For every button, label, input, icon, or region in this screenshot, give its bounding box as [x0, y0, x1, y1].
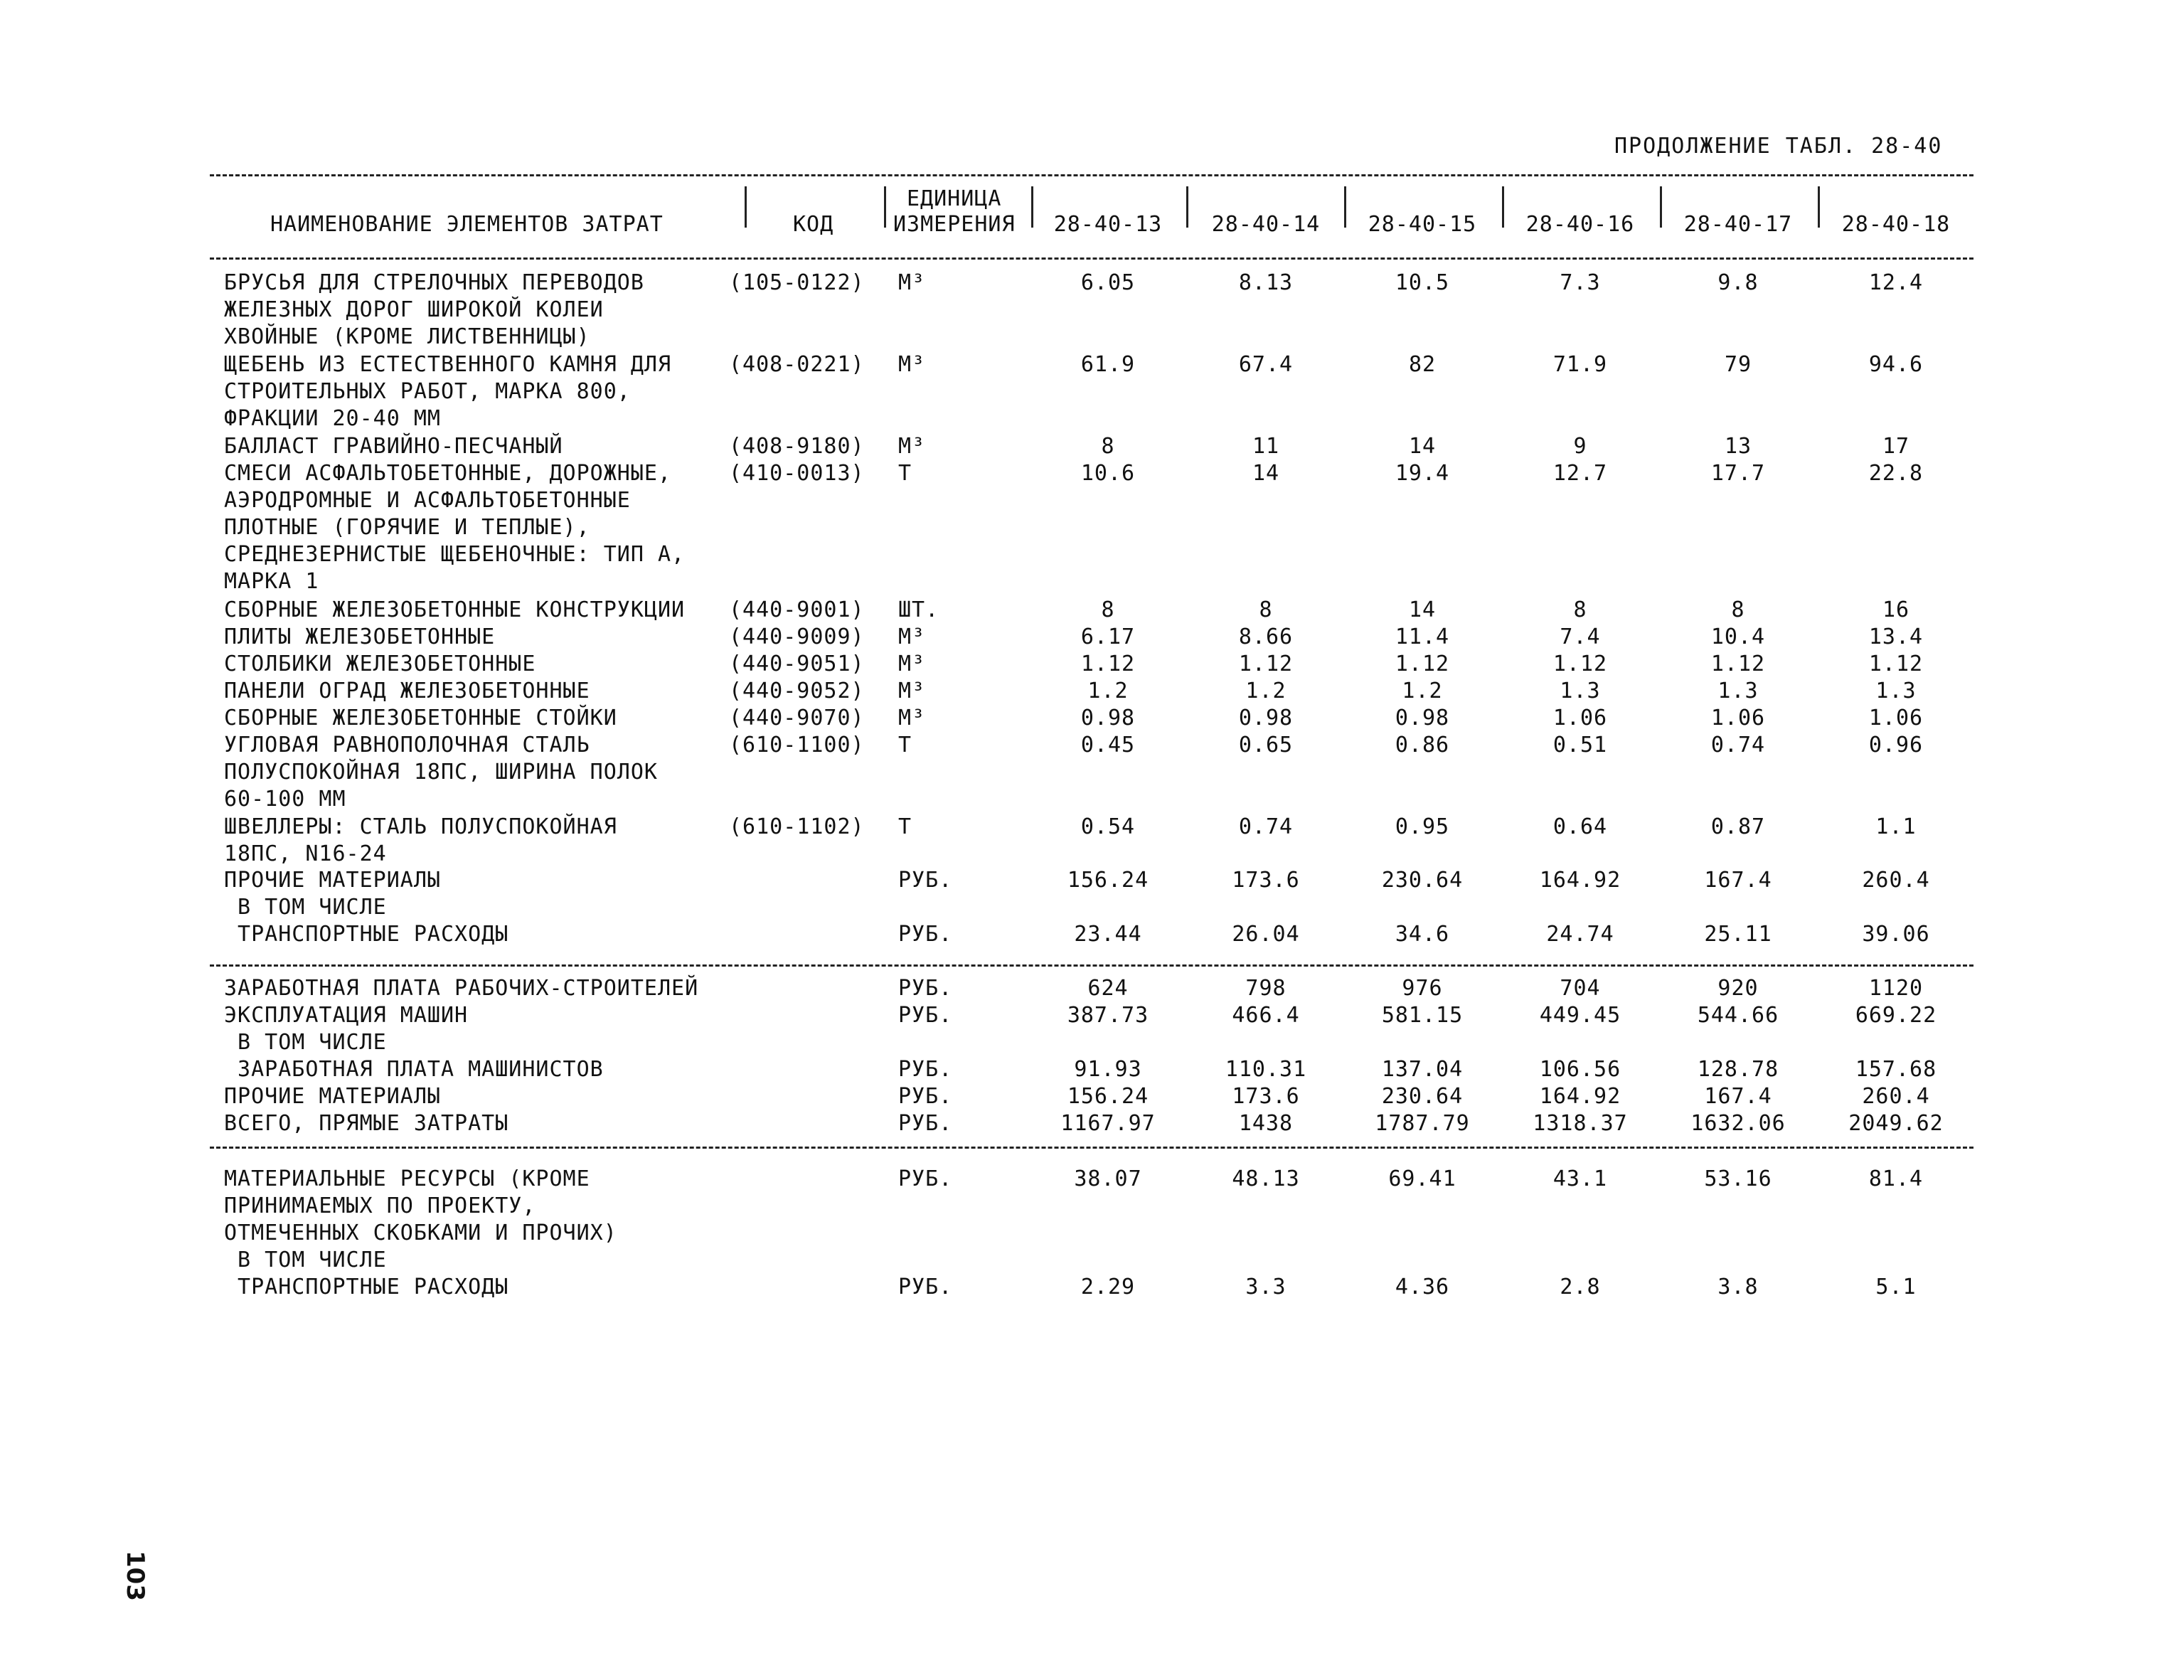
- row-value: 1.12: [1710, 652, 1766, 676]
- row-value: 8: [1259, 597, 1273, 622]
- row-name-line: АЭРОДРОМНЫЕ И АСФАЛЬТОБЕТОННЫЕ: [224, 488, 631, 513]
- row-name-line: ПОЛУСПОКОЙНАЯ 18ПС, ШИРИНА ПОЛОК: [224, 760, 658, 785]
- row-value: 8.66: [1238, 624, 1294, 649]
- row-unit: РУБ.: [898, 1111, 953, 1136]
- row-value: 0.54: [1080, 814, 1136, 839]
- row-value: 1120: [1868, 976, 1924, 1001]
- row-value: 13: [1724, 434, 1752, 459]
- row-value: 106.56: [1539, 1057, 1621, 1082]
- row-name-line: СМЕСИ АСФАЛЬТОБЕТОННЫЕ, ДОРОЖНЫЕ,: [224, 461, 672, 486]
- row-unit: М³: [898, 624, 926, 649]
- row-value: 173.6: [1232, 868, 1300, 893]
- row-value: 0.64: [1552, 814, 1608, 839]
- row-name-line: ХВОЙНЫЕ (КРОМЕ ЛИСТВЕННИЦЫ): [224, 324, 590, 349]
- row-value: 230.64: [1381, 1084, 1464, 1109]
- row-name-line: СРЕДНЕЗЕРНИСТЫЕ ЩЕБЕНОЧНЫЕ: ТИП А,: [224, 542, 686, 567]
- row-value: 1438: [1238, 1111, 1294, 1136]
- row-value: 1318.37: [1533, 1111, 1628, 1136]
- row-value: 82: [1408, 352, 1437, 377]
- row-value: 6.05: [1080, 270, 1136, 295]
- row-unit: М³: [898, 652, 926, 676]
- row-value: 8: [1731, 597, 1745, 622]
- row-unit: РУБ.: [898, 922, 953, 947]
- row-value: 24.74: [1546, 922, 1614, 947]
- row-value: 624: [1087, 976, 1129, 1001]
- row-name-line: УГЛОВАЯ РАВНОПОЛОЧНАЯ СТАЛЬ: [224, 733, 590, 757]
- header-col: 28-40-14: [1211, 212, 1321, 237]
- continuation-title: ПРОДОЛЖЕНИЕ ТАБЛ. 28-40: [1614, 134, 1943, 159]
- row-name-line: БАЛЛАСТ ГРАВИЙНО-ПЕСЧАНЫЙ: [224, 434, 563, 459]
- row-value: 137.04: [1381, 1057, 1464, 1082]
- row-value: 157.68: [1855, 1057, 1937, 1082]
- header-divider: [1502, 186, 1504, 228]
- header-name: НАИМЕНОВАНИЕ ЭЛЕМЕНТОВ ЗАТРАТ: [270, 212, 664, 237]
- row-value: 156.24: [1067, 1084, 1149, 1109]
- row-value: 798: [1245, 976, 1287, 1001]
- row-value: 9.8: [1717, 270, 1759, 295]
- row-value: 91.93: [1074, 1057, 1142, 1082]
- row-name-line: ЩЕБЕНЬ ИЗ ЕСТЕСТВЕННОГО КАМНЯ ДЛЯ: [224, 352, 672, 377]
- row-name-line: ПРОЧИЕ МАТЕРИАЛЫ: [224, 1084, 441, 1109]
- row-name-line: МАТЕРИАЛЬНЫЕ РЕСУРСЫ (КРОМЕ: [224, 1166, 590, 1191]
- row-value: 10.6: [1080, 461, 1136, 486]
- row-value: 8: [1101, 597, 1115, 622]
- row-unit: М³: [898, 270, 926, 295]
- row-unit: РУБ.: [898, 1003, 953, 1028]
- row-value: 5.1: [1875, 1275, 1917, 1299]
- row-value: 1167.97: [1060, 1111, 1156, 1136]
- header-bottom-rule: [210, 257, 1973, 260]
- row-value: 14: [1408, 597, 1437, 622]
- row-code: (440-9052): [729, 679, 865, 703]
- row-value: 164.92: [1539, 1084, 1621, 1109]
- row-unit: РУБ.: [898, 1275, 953, 1299]
- row-unit: РУБ.: [898, 1166, 953, 1191]
- row-value: 1.2: [1087, 679, 1129, 703]
- row-value: 1.06: [1552, 706, 1608, 730]
- row-value: 581.15: [1381, 1003, 1464, 1028]
- row-value: 466.4: [1232, 1003, 1300, 1028]
- row-value: 1.3: [1717, 679, 1759, 703]
- row-value: 0.87: [1710, 814, 1766, 839]
- row-name-line: ЗАРАБОТНАЯ ПЛАТА МАШИНИСТОВ: [224, 1057, 604, 1082]
- row-value: 25.11: [1704, 922, 1772, 947]
- row-code: (410-0013): [729, 461, 865, 486]
- header-divider: [1186, 186, 1188, 228]
- row-value: 61.9: [1080, 352, 1136, 377]
- row-value: 0.74: [1710, 733, 1766, 757]
- row-value: 976: [1402, 976, 1443, 1001]
- header-divider: [884, 186, 886, 228]
- row-value: 8: [1573, 597, 1587, 622]
- row-name-line: ОТМЕЧЕННЫХ СКОБКАМИ И ПРОЧИХ): [224, 1221, 617, 1245]
- row-value: 12.7: [1552, 461, 1608, 486]
- row-value: 0.86: [1395, 733, 1450, 757]
- row-value: 14: [1252, 461, 1280, 486]
- row-code: (610-1102): [729, 814, 865, 839]
- row-name-line: ПЛОТНЫЕ (ГОРЯЧИЕ И ТЕПЛЫЕ),: [224, 515, 590, 540]
- row-value: 12.4: [1868, 270, 1924, 295]
- row-name-line: В ТОМ ЧИСЛЕ: [224, 1030, 387, 1055]
- row-value: 0.45: [1080, 733, 1136, 757]
- row-name-line: ПРОЧИЕ МАТЕРИАЛЫ: [224, 868, 441, 893]
- row-value: 2049.62: [1848, 1111, 1944, 1136]
- row-unit: М³: [898, 679, 926, 703]
- row-unit: ШТ.: [898, 597, 939, 622]
- row-value: 0.98: [1395, 706, 1450, 730]
- row-unit: РУБ.: [898, 976, 953, 1001]
- page-number: 103: [121, 1551, 149, 1601]
- row-value: 1.06: [1710, 706, 1766, 730]
- row-value: 2.8: [1560, 1275, 1601, 1299]
- header-top-rule: [210, 174, 1973, 176]
- row-name-line: ПАНЕЛИ ОГРАД ЖЕЛЕЗОБЕТОННЫЕ: [224, 679, 590, 703]
- row-value: 81.4: [1868, 1166, 1924, 1191]
- row-value: 1.12: [1238, 652, 1294, 676]
- row-name-line: 18ПС, N16-24: [224, 841, 387, 866]
- header-col: 28-40-18: [1841, 212, 1951, 237]
- row-value: 69.41: [1388, 1166, 1456, 1191]
- row-code: (440-9051): [729, 652, 865, 676]
- row-code: (408-0221): [729, 352, 865, 377]
- row-value: 167.4: [1704, 868, 1772, 893]
- header-code: КОД: [793, 212, 834, 237]
- row-code: (105-0122): [729, 270, 865, 295]
- row-value: 0.74: [1238, 814, 1294, 839]
- row-unit: РУБ.: [898, 868, 953, 893]
- row-name-line: ЭКСПЛУАТАЦИЯ МАШИН: [224, 1003, 469, 1028]
- row-name-line: ТРАНСПОРТНЫЕ РАСХОДЫ: [224, 922, 509, 947]
- row-value: 260.4: [1862, 868, 1930, 893]
- header-unit-line1: ЕДИНИЦА: [907, 186, 1002, 211]
- row-value: 48.13: [1232, 1166, 1300, 1191]
- row-name-line: СБОРНЫЕ ЖЕЛЕЗОБЕТОННЫЕ СТОЙКИ: [224, 706, 617, 730]
- row-value: 79: [1724, 352, 1752, 377]
- row-value: 1.3: [1875, 679, 1917, 703]
- row-name-line: МАРКА 1: [224, 569, 319, 594]
- row-name-line: 60-100 ММ: [224, 787, 346, 812]
- row-value: 449.45: [1539, 1003, 1621, 1028]
- row-value: 14: [1408, 434, 1437, 459]
- row-value: 43.1: [1552, 1166, 1608, 1191]
- row-value: 920: [1717, 976, 1759, 1001]
- row-value: 6.17: [1080, 624, 1136, 649]
- row-unit: Т: [898, 814, 912, 839]
- row-value: 34.6: [1395, 922, 1450, 947]
- row-value: 10.4: [1710, 624, 1766, 649]
- row-value: 0.96: [1868, 733, 1924, 757]
- row-name-line: ВСЕГО, ПРЯМЫЕ ЗАТРАТЫ: [224, 1111, 509, 1136]
- row-value: 94.6: [1868, 352, 1924, 377]
- header-divider: [745, 186, 747, 228]
- row-value: 2.29: [1080, 1275, 1136, 1299]
- row-name-line: СТОЛБИКИ ЖЕЛЕЗОБЕТОННЫЕ: [224, 652, 536, 676]
- row-unit: М³: [898, 434, 926, 459]
- row-value: 39.06: [1862, 922, 1930, 947]
- row-value: 1.06: [1868, 706, 1924, 730]
- header-col: 28-40-17: [1683, 212, 1793, 237]
- row-name-line: В ТОМ ЧИСЛЕ: [224, 1248, 387, 1272]
- row-unit: РУБ.: [898, 1057, 953, 1082]
- row-value: 1.12: [1395, 652, 1450, 676]
- row-value: 13.4: [1868, 624, 1924, 649]
- row-code: (440-9001): [729, 597, 865, 622]
- row-code: (610-1100): [729, 733, 865, 757]
- row-value: 8.13: [1238, 270, 1294, 295]
- row-code: (440-9009): [729, 624, 865, 649]
- row-code: (408-9180): [729, 434, 865, 459]
- header-divider: [1344, 186, 1346, 228]
- row-value: 1.3: [1560, 679, 1601, 703]
- header-divider: [1818, 186, 1820, 228]
- row-value: 7.4: [1560, 624, 1601, 649]
- row-value: 26.04: [1232, 922, 1300, 947]
- row-value: 1.2: [1402, 679, 1443, 703]
- row-name-line: СБОРНЫЕ ЖЕЛЕЗОБЕТОННЫЕ КОНСТРУКЦИИ: [224, 597, 686, 622]
- row-value: 17: [1882, 434, 1910, 459]
- row-value: 22.8: [1868, 461, 1924, 486]
- row-value: 1787.79: [1375, 1111, 1470, 1136]
- row-value: 156.24: [1067, 868, 1149, 893]
- header-col: 28-40-15: [1368, 212, 1477, 237]
- row-value: 1.2: [1245, 679, 1287, 703]
- row-name-line: ШВЕЛЛЕРЫ: СТАЛЬ ПОЛУСПОКОЙНАЯ: [224, 814, 617, 839]
- row-unit: М³: [898, 706, 926, 730]
- header-divider: [1660, 186, 1662, 228]
- row-value: 173.6: [1232, 1084, 1300, 1109]
- row-name-line: СТРОИТЕЛЬНЫХ РАБОТ, МАРКА 800,: [224, 379, 631, 404]
- row-value: 4.36: [1395, 1275, 1450, 1299]
- row-value: 0.51: [1552, 733, 1608, 757]
- row-value: 67.4: [1238, 352, 1294, 377]
- row-value: 71.9: [1552, 352, 1608, 377]
- row-value: 387.73: [1067, 1003, 1149, 1028]
- row-value: 11.4: [1395, 624, 1450, 649]
- row-name-line: ПЛИТЫ ЖЕЛЕЗОБЕТОННЫЕ: [224, 624, 496, 649]
- row-name-line: ФРАКЦИИ 20-40 ММ: [224, 406, 441, 431]
- header-divider: [1031, 186, 1033, 228]
- row-unit: Т: [898, 733, 912, 757]
- row-value: 1632.06: [1690, 1111, 1786, 1136]
- row-value: 17.7: [1710, 461, 1766, 486]
- row-value: 704: [1560, 976, 1601, 1001]
- row-code: (440-9070): [729, 706, 865, 730]
- row-name-line: ПРИНИМАЕМЫХ ПО ПРОЕКТУ,: [224, 1193, 536, 1218]
- row-value: 8: [1101, 434, 1115, 459]
- row-value: 38.07: [1074, 1166, 1142, 1191]
- row-value: 544.66: [1697, 1003, 1779, 1028]
- row-value: 1.12: [1868, 652, 1924, 676]
- row-value: 9: [1573, 434, 1587, 459]
- row-value: 260.4: [1862, 1084, 1930, 1109]
- section-rule: [210, 964, 1973, 967]
- section-rule: [210, 1147, 1973, 1149]
- row-value: 7.3: [1560, 270, 1601, 295]
- row-value: 19.4: [1395, 461, 1450, 486]
- row-value: 167.4: [1704, 1084, 1772, 1109]
- row-value: 110.31: [1225, 1057, 1307, 1082]
- row-value: 1.12: [1552, 652, 1608, 676]
- row-value: 0.95: [1395, 814, 1450, 839]
- row-value: 1.1: [1875, 814, 1917, 839]
- row-name-line: ТРАНСПОРТНЫЕ РАСХОДЫ: [224, 1275, 509, 1299]
- header-col: 28-40-13: [1053, 212, 1163, 237]
- row-value: 1.12: [1080, 652, 1136, 676]
- row-value: 669.22: [1855, 1003, 1937, 1028]
- row-value: 164.92: [1539, 868, 1621, 893]
- row-unit: М³: [898, 352, 926, 377]
- row-value: 10.5: [1395, 270, 1450, 295]
- row-name-line: ЗАРАБОТНАЯ ПЛАТА РАБОЧИХ-СТРОИТЕЛЕЙ: [224, 976, 699, 1001]
- row-value: 0.98: [1238, 706, 1294, 730]
- header-unit-line2: ИЗМЕРЕНИЯ: [893, 212, 1016, 237]
- row-name-line: БРУСЬЯ ДЛЯ СТРЕЛОЧНЫХ ПЕРЕВОДОВ: [224, 270, 644, 295]
- row-value: 230.64: [1381, 868, 1464, 893]
- row-value: 53.16: [1704, 1166, 1772, 1191]
- row-unit: Т: [898, 461, 912, 486]
- header-col: 28-40-16: [1525, 212, 1635, 237]
- row-value: 11: [1252, 434, 1280, 459]
- row-value: 3.8: [1717, 1275, 1759, 1299]
- row-value: 0.65: [1238, 733, 1294, 757]
- row-value: 23.44: [1074, 922, 1142, 947]
- row-value: 3.3: [1245, 1275, 1287, 1299]
- row-value: 16: [1882, 597, 1910, 622]
- row-unit: РУБ.: [898, 1084, 953, 1109]
- row-name-line: В ТОМ ЧИСЛЕ: [224, 895, 387, 920]
- row-value: 0.98: [1080, 706, 1136, 730]
- row-value: 128.78: [1697, 1057, 1779, 1082]
- row-name-line: ЖЕЛЕЗНЫХ ДОРОГ ШИРОКОЙ КОЛЕИ: [224, 297, 604, 322]
